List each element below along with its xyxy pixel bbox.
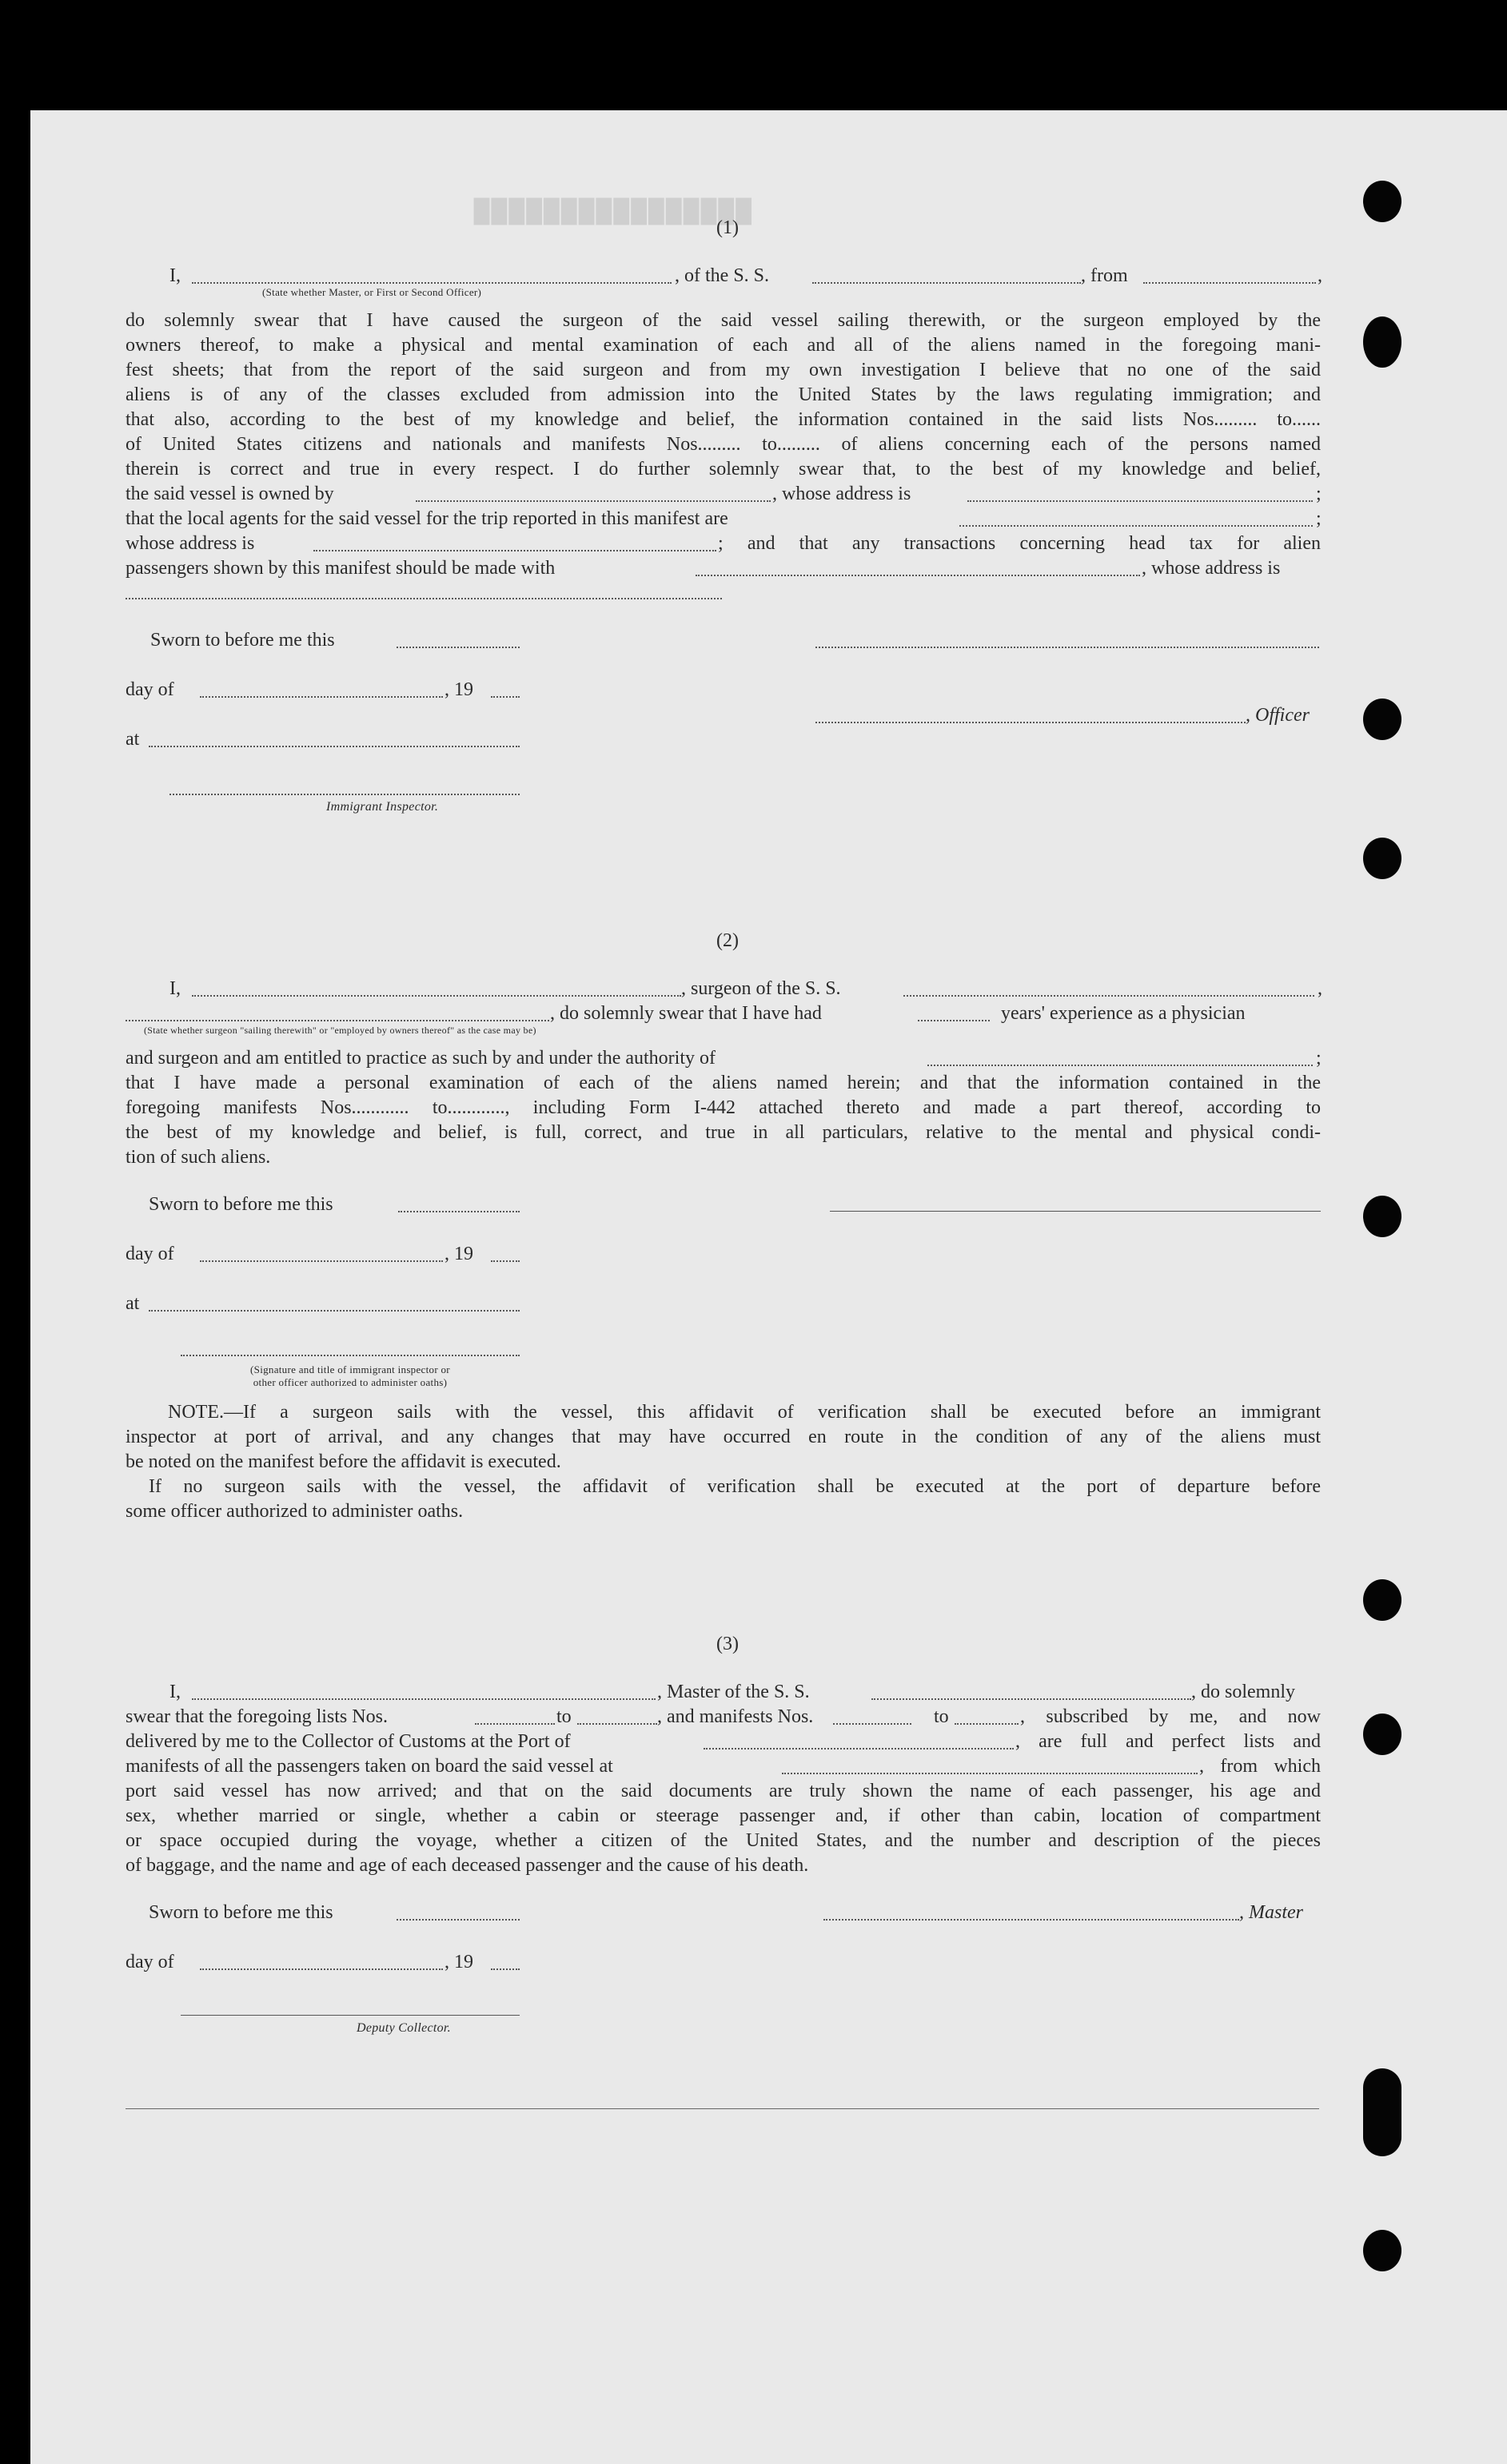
s2-sworn: Sworn to before me this	[149, 1194, 333, 1215]
s2-line: foregoing manifests Nos............ to............, including Form I-442 attached thereto and made a part thereof, according to	[126, 1097, 1321, 1118]
s1-day-of: day of	[126, 679, 174, 700]
s3-day-of: day of	[126, 1952, 174, 1972]
s1-at: at	[126, 729, 140, 750]
s3-vessel-blank[interactable]	[871, 1698, 1191, 1700]
s1-agents-address-blank[interactable]	[313, 550, 716, 551]
s2-signature-blank[interactable]	[830, 1211, 1321, 1212]
s3-manifests: , and manifests Nos.	[657, 1706, 814, 1727]
s1-line: therein is correct and true in every respect. I do further solemnly swear that, to the best of my knowledge and belief,	[126, 459, 1321, 480]
s2-surgeon-of: , surgeon of the S. S.	[681, 978, 841, 999]
s1-at-blank[interactable]	[149, 746, 520, 747]
s2-authority-blank[interactable]	[927, 1065, 1313, 1066]
s3-do-solemnly: , do solemnly	[1191, 1682, 1295, 1702]
s1-line: that also, according to the best of my knowledge and belief, the information contained in the said lists Nos......... to......	[126, 409, 1321, 430]
s1-inspector: Immigrant Inspector.	[326, 800, 439, 814]
s2-year-blank[interactable]	[491, 1260, 520, 1262]
s1-from-blank[interactable]	[1143, 282, 1316, 284]
s3-deputy-signature-blank[interactable]	[181, 2015, 520, 2016]
s3-year: , 19	[445, 1952, 473, 1972]
s2-authority: and surgeon and am entitled to practice as such by and under the authority of	[126, 1048, 716, 1069]
s1-whose-address-label: whose address is	[126, 533, 255, 554]
s2-surgeon-note: (State whether surgeon "sailing therewith" or "employed by owners thereof" as the case may be)	[144, 1025, 536, 1036]
s3-manifests-of-all: manifests of all the passengers taken on board the said vessel at	[126, 1756, 613, 1777]
s1-officer-blank[interactable]	[815, 722, 1246, 723]
s2-line: tion of such aliens.	[126, 1147, 271, 1168]
punch-hole	[1363, 1714, 1401, 1755]
s2-i: I,	[169, 978, 181, 999]
punch-hole	[1363, 316, 1401, 368]
punch-hole	[1363, 699, 1401, 740]
s2-note-line: inspector at port of arrival, and any changes that may have occurred en route in the condition of any of the aliens must	[126, 1427, 1321, 1447]
s1-agents-blank[interactable]	[959, 525, 1313, 527]
s3-year-blank[interactable]	[491, 1968, 520, 1970]
s1-i: I,	[169, 265, 181, 286]
s1-inspector-signature-blank[interactable]	[169, 794, 520, 795]
s1-year: , 19	[445, 679, 473, 700]
s3-i: I,	[169, 1682, 181, 1702]
s2-day-of: day of	[126, 1244, 174, 1264]
s1-agents: that the local agents for the said vessel for the trip reported in this manifest are	[126, 508, 728, 529]
s3-to-1: to	[556, 1706, 572, 1727]
s2-at: at	[126, 1293, 140, 1314]
s2-line: that I have made a personal examination of each of the aliens named herein; and that the information contained in the	[126, 1073, 1321, 1093]
s1-officer-name-blank[interactable]	[192, 282, 672, 284]
s2-capacity-blank[interactable]	[126, 1020, 549, 1021]
s1-passengers: passengers shown by this manifest should be made with	[126, 558, 556, 579]
bleed-through-ghost: ████████████████	[472, 198, 752, 223]
s3-day-blank[interactable]	[200, 1968, 443, 1970]
s3-lists-from-blank[interactable]	[475, 1723, 555, 1725]
s1-owner-address-blank[interactable]	[967, 500, 1313, 502]
section-1-number: (1)	[716, 217, 739, 238]
section-3-number: (3)	[716, 1634, 739, 1654]
s2-at-blank[interactable]	[149, 1310, 520, 1312]
s1-line: do solemnly swear that I have caused the surgeon of the said vessel sailing therewith, or the surgeon employed by the	[126, 310, 1321, 331]
s3-port-blank[interactable]	[704, 1748, 1014, 1749]
s3-lists-to-blank[interactable]	[577, 1723, 657, 1725]
s2-do-solemnly: , do solemnly swear that I have had	[550, 1003, 822, 1024]
s3-delivered: delivered by me to the Collector of Customs at the Port of	[126, 1731, 571, 1752]
s3-line: or space occupied during the voyage, whether a citizen of the United States, and the number and description of the pieces	[126, 1830, 1321, 1851]
s1-year-blank[interactable]	[491, 696, 520, 698]
s2-signature-note-2: other officer authorized to administer oaths)	[253, 1376, 448, 1388]
s1-semicolon: ;	[1316, 484, 1322, 504]
bottom-rule	[126, 2108, 1319, 2109]
s1-line: aliens is of any of the classes excluded from admission into the United States by the laws regulating immigration; and	[126, 384, 1321, 405]
s2-note-line: NOTE.—If a surgeon sails with the vessel, this affidavit of verification shall be executed before an immigrant	[168, 1402, 1321, 1423]
s3-subscribed: , subscribed by me, and now	[1020, 1706, 1321, 1727]
s2-note-line: be noted on the manifest before the affidavit is executed.	[126, 1451, 561, 1472]
s2-authority-end: ;	[1316, 1048, 1322, 1069]
s1-day-blank[interactable]	[200, 696, 443, 698]
s2-inspector-signature-blank[interactable]	[181, 1355, 520, 1356]
s2-sworn-blank[interactable]	[398, 1211, 520, 1212]
s1-from: , from	[1081, 265, 1128, 286]
s2-year: , 19	[445, 1244, 473, 1264]
s1-head-tax: ; and that any transactions concerning head tax for alien	[718, 533, 1321, 554]
s1-officer: , Officer	[1246, 705, 1310, 726]
punch-hole	[1363, 2230, 1401, 2271]
s1-line: owners thereof, to make a physical and mental examination of each and all of the aliens named in the foregoing mani-	[126, 335, 1321, 356]
s3-master-signature-blank[interactable]	[823, 1919, 1239, 1921]
punch-hole	[1363, 2068, 1401, 2156]
punch-hole	[1363, 838, 1401, 879]
s3-embark-port-blank[interactable]	[782, 1773, 1198, 1774]
s3-to-2: to	[934, 1706, 949, 1727]
s1-head-tax-agent-blank[interactable]	[696, 575, 1140, 576]
s2-years-blank[interactable]	[918, 1020, 990, 1021]
s1-signature-blank[interactable]	[815, 647, 1319, 648]
s1-owned-by: the said vessel is owned by	[126, 484, 334, 504]
s1-sworn-blank[interactable]	[397, 647, 520, 648]
s2-note-line: If no surgeon sails with the vessel, the affidavit of verification shall be executed at the port of departure before	[149, 1476, 1321, 1497]
s3-from-which: , from which	[1199, 1756, 1321, 1777]
section-2-number: (2)	[716, 930, 739, 951]
s3-swear: swear that the foregoing lists Nos.	[126, 1706, 388, 1727]
s1-vessel-blank[interactable]	[812, 282, 1081, 284]
s1-sworn: Sworn to before me this	[150, 630, 335, 651]
s2-line: the best of my knowledge and belief, is full, correct, and true in all particulars, relative to the mental and physical condi-	[126, 1122, 1321, 1143]
s3-deputy: Deputy Collector.	[357, 2021, 451, 2035]
s1-agents-end: ;	[1316, 508, 1322, 529]
s3-line: sex, whether married or single, whether a cabin or steerage passenger and, if other than cabin, location of compartment	[126, 1805, 1321, 1826]
s1-officer-note: (State whether Master, or First or Second Officer)	[262, 286, 482, 298]
s3-sworn: Sworn to before me this	[149, 1902, 333, 1923]
punch-hole	[1363, 181, 1401, 222]
s3-manifests-from-blank[interactable]	[833, 1723, 911, 1725]
s2-signature-note-1: (Signature and title of immigrant inspector or	[250, 1363, 450, 1375]
s3-master: , Master	[1239, 1902, 1303, 1923]
s3-manifests-to-blank[interactable]	[955, 1723, 1019, 1725]
s2-note-line: some officer authorized to administer oaths.	[126, 1501, 464, 1522]
s1-passengers-address-blank[interactable]	[126, 598, 722, 599]
s2-surgeon-name-blank[interactable]	[192, 995, 681, 997]
s3-master-of: , Master of the S. S.	[657, 1682, 810, 1702]
s1-whose-address: , whose address is	[772, 484, 911, 504]
s2-comma: ,	[1318, 978, 1322, 999]
s3-line: port said vessel has now arrived; and that on the said documents are truly shown the name of each passenger, his age and	[126, 1781, 1321, 1801]
punch-hole	[1363, 1579, 1401, 1621]
s2-day-blank[interactable]	[200, 1260, 443, 1262]
s2-years-experience: years' experience as a physician	[1001, 1003, 1246, 1024]
s1-comma: ,	[1318, 265, 1322, 286]
s2-vessel-blank[interactable]	[903, 995, 1314, 997]
s3-line: of baggage, and the name and age of each deceased passenger and the cause of his death.	[126, 1855, 809, 1876]
s3-perfect-lists: , are full and perfect lists and	[1015, 1731, 1321, 1752]
s1-line: fest sheets; that from the report of the said surgeon and from my own investigation I believe that no one of the said	[126, 360, 1321, 380]
s1-line: of United States citizens and nationals and manifests Nos......... to......... of aliens concerning each of the persons named	[126, 434, 1321, 455]
s3-master-name-blank[interactable]	[192, 1698, 656, 1700]
s1-of-ss: , of the S. S.	[675, 265, 770, 286]
s3-sworn-blank[interactable]	[397, 1919, 520, 1921]
punch-hole	[1363, 1196, 1401, 1237]
s1-owner-blank[interactable]	[416, 500, 771, 502]
s1-passengers-address: , whose address is	[1142, 558, 1281, 579]
